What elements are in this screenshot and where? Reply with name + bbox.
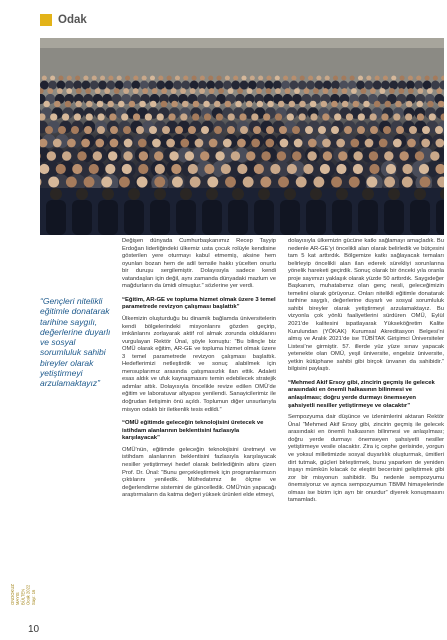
paragraph: OMÜ’nün, eğitimde geleceğin teknolojisini üretmeyi ve istihdam alanlarının beklentisini fazlasıyla karşılayacak nesiller yetiştirmeyi hedef olarak belirlediğinin altını çizen Prof. Dr. Ünal: “Bunu gerçekleştirmek için programlarımızın çıktılarını yeniledik. Müfredatımız ile ölçme ve değerlendirme sistemini de güncelledik. OMÜ’nün yapacağı araştırmaların da katma değeri yüksek ürünleri elde etmeyi, xyxy=(122,446,276,499)
sidebar-line: ONDOKUZ xyxy=(10,584,15,605)
publication-info xyxy=(10,525,36,605)
subheading: “Mehmed Akif Ersoy gibi, zincirin geçmiş ile gelecek arasındaki en önemli halkasının bilinmesi ve anlaşılması; doğru yerde durmayı önemseyen şahsiyetli nesiller yetiştirmeye ve olacaktır” xyxy=(288,379,435,409)
sidebar-line: Sayı: 16 xyxy=(30,589,36,605)
paragraph: Sempozyuma dair düşünce ve izlenimlerini aktaran Rektör Ünal “Mehmed Akif Ersoy gibi, zincirin geçmiş ile gelecek arasındaki en önemli halkasının bilinmesi ve anlaşılması; doğru yerde durmayı önemseyen şahsiyetli nesiller yetiştirmeye vesile olacaktır. Zira iç cephe gerisinde, yorgun ve yoksul milletimizde sosyal duyarlılık oluşturmak, ümitleri dirt tutmak, güçleri birleştirmek, bunu yaparken de yeniden inşayı mümkün kılacak öz eleştiri becerisini geliştirmek gibi zor bir misyonun sahibidir. Bu nedenle sempozyumu önemsiyoruz ve aynca sempozyumun TBMM himayelerinde olması ise bizim için ayrı bir onurdur” diyerek konuşmasını tamamladı. xyxy=(288,414,444,504)
sidebar-line: Ocak 2022 xyxy=(25,584,31,605)
paragraph: Ülkemizin oluşturduğu bu dinamik bağlamda üniversitelerin kendi bölgelerindeki misyonlarını gözden geçirip, imkânlarını zorlayarak aktif rol almak zorunda olduklarını vurgulayan Rektör Ünal, şöyle konuştu: “Bu bilinçle biz OMÜ olarak eğitim, AR-GE ve topluma hizmet olmak üzere 3 temel parametrede revizyon çalışması başlattık. Hedeflerimizi netleştirdik ve sonuç alabilmek için mensuplarımız arasında çatışmasızlık ilan ettik. Adaleti esas aldık ve ufuk kaynaşmasını temin edebilecek stratejik adımlar attık. Dolayısıyla öncelikle revize edilen OMÜ’de eğitim ve laboratuvar altyapısı yenilendi. Sanayicilerimiz ile doğrudan iletişimin önü açıldı. Toplumun diğer unsurlarıyla misyon odaklı bir iletkenlik tesis edildi.” xyxy=(122,316,276,413)
page-number: 10 xyxy=(28,624,40,635)
article-column-right xyxy=(288,238,444,511)
paragraph: dolayısıyla ülkemizin gücüne katkı sağlamayı amaçladık. Bu nedenle AR-GE’yi öncelikli alan olarak belirledik ve bütçesini tam 5 kat arttırdık. Bölgemize katkı sağlayacak temaları belirleyip öncelikli alan ilan ederek sürekliyi sorunlarına yönelik hareketi geçirdik. Sonuç olarak bir önceki yıla oranla proje sayımızı yaklaşık olarak yüzde 50 arttırdık. Saygıdeğer Başkanım, muhatabımız olan genç nesli, geleceğimizin temelini olarak görüyoruz. Onları nitelikli eğitimle donatarak tarihine saygılı, değerlerine duyarlı ve sosyal sorumluluk sahibi bireyler olarak yetiştirmeyi arzulamaktayız. Bu vizyonla çok yönlü faaliyetlerini sürdüren OMÜ, Eylül 2021’de kalitesini ispatlayarak Yükseköğretim Kalite Kurulundan (YÖKAK) Kurumsal Akreditasyon Belgesi’ni almış ve Aralık 2021’de ise TÜBİTAK Girişimci Üniversiteler Listesi’ne girmiştir. 57. illerde yüz yüze sınav yapacak yetenekte olan OMÜ, yeşil üniversite, engelsiz üniversite, yetkin kütüphane sahibi gibi birçok ünvanın da sahibidir.” bilgisini paylaştı. xyxy=(288,238,444,373)
sidebar-line: BÜLTEN xyxy=(20,588,26,605)
subheading: “OMÜ eğitimde geleceğin teknolojisini üretecek ve istihdam alanlarının beklentisini fazlasıyla karşılayacak” xyxy=(122,420,264,442)
subheading: “Eğitim, AR-GE ve topluma hizmet olmak üzere 3 temel parametrede revizyon çalışması başlattık” xyxy=(122,296,276,311)
event-photo xyxy=(40,38,444,235)
sidebar-line: MAYIS xyxy=(15,592,21,605)
article-column-left xyxy=(122,238,276,506)
audience-photo-illustration xyxy=(40,38,444,235)
paragraph: Değişen dünyada Cumhurbaşkanımız Recep Tayyip Erdoğan liderliğindeki ülkemiz usta çocuk rolüyle kendisine gösterilen yere oturmayı kabul etmemiş, aksine hem oyunları bozan hem de adil temsile hakkı yücelten onurlu bir duruşu sergilemiştir. Dolayısıyla sadece kendi vatandaşları için değil, aynı zamanda dünyadaki mazlum ve mağdurların da ümidi olmuştur.” sözlerine yer verdi. xyxy=(122,238,276,290)
section-header xyxy=(40,10,87,30)
section-title: Odak xyxy=(58,14,87,26)
pull-quote: “Gençleri nitelikli eğitimle donatarak tarihine saygılı, değerlerine duyarlı ve sosyal sorumluluk sahibi bireyler olarak yetiştirmeyi arzulamaktayız” xyxy=(40,296,111,389)
section-marker-square xyxy=(40,14,52,26)
